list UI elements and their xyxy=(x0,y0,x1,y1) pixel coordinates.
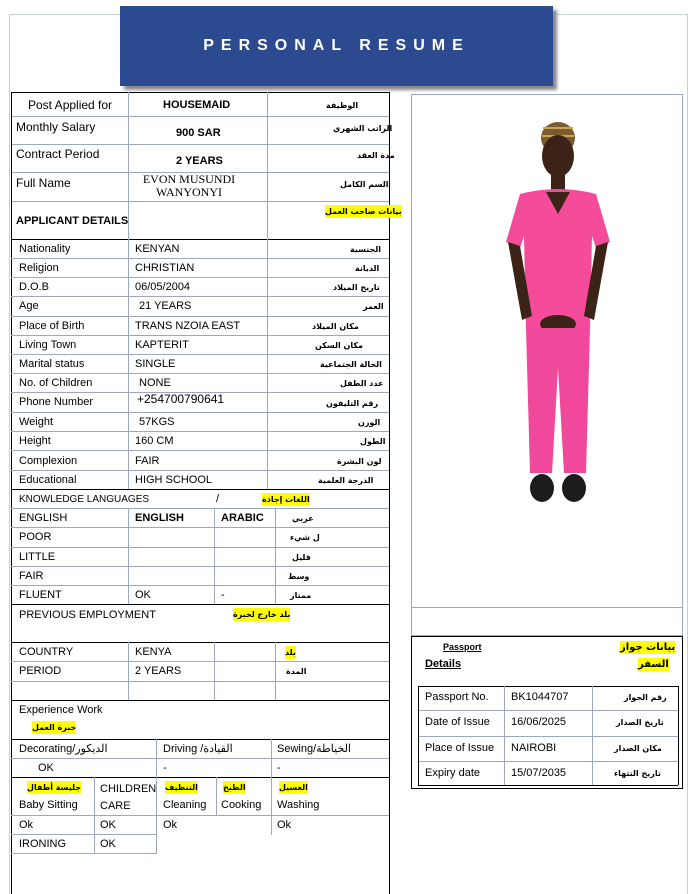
dob-label-ar: تاريخ الميلاد xyxy=(333,283,380,292)
height-value: 160 CM xyxy=(135,435,174,447)
expiry-label-ar: تاريخ النتهاء xyxy=(614,769,661,778)
decorating-value: OK xyxy=(38,762,54,774)
education-value: HIGH SCHOOL xyxy=(135,474,213,486)
babysitting-value: Ok xyxy=(19,819,34,831)
lang-fluent-label-ar: ممتاز xyxy=(290,591,312,600)
complexion-label: Complexion xyxy=(19,455,78,467)
employment-title-ar: بلد خارج لخبرة xyxy=(233,610,291,619)
lang-fair-label: FAIR xyxy=(19,570,44,582)
lang-fair-label-ar: وسط xyxy=(288,572,310,581)
driving-value: - xyxy=(163,762,167,774)
passport-title-ar-1: بيانات جواز xyxy=(620,642,676,653)
languages-title-ar: اللغات إجادة xyxy=(262,495,310,504)
issue-place-label: Place of Issue xyxy=(425,742,495,754)
dob-label: D.O.B xyxy=(19,281,49,293)
lang-head-english: ENGLISH xyxy=(135,512,184,524)
lang-head-arabic: ARABIC xyxy=(221,512,264,524)
fullname-value: EVON MUSUNDI WANYONYI xyxy=(142,172,236,199)
cleaning-value: Ok xyxy=(163,819,178,831)
childcare-value: OK xyxy=(100,819,116,831)
children-label-ar: عدد الطفل xyxy=(340,379,384,388)
education-label: Educational xyxy=(19,474,77,486)
lang-head-en: ENGLISH xyxy=(19,512,68,524)
lang-fluent-label: FLUENT xyxy=(19,589,62,601)
issue-date-label-ar: تاريخ الصدار xyxy=(616,718,664,727)
passport-no-label: Passport No. xyxy=(425,691,489,703)
passport-title-2: Details xyxy=(425,658,462,670)
lang-fluent-english: OK xyxy=(135,589,151,601)
languages-title: KNOWLEDGE LANGUAGES xyxy=(19,494,150,505)
issue-place-label-ar: مكان الصدار xyxy=(614,744,662,753)
contract-label: Contract Period xyxy=(16,147,100,161)
nationality-label-ar: الجنسية xyxy=(350,245,382,254)
complexion-label-ar: لون البشرة xyxy=(337,457,382,466)
birthplace-value: TRANS NZOIA EAST xyxy=(135,320,241,332)
passport-no-value: BK1044707 xyxy=(511,691,569,703)
education-label-ar: الدرجة العلمية xyxy=(318,476,374,485)
weight-label: Weight xyxy=(19,416,54,428)
marital-label-ar: الحالة الجتماعية xyxy=(320,360,382,369)
religion-value: CHRISTIAN xyxy=(135,262,195,274)
applicant-details-label-ar: بيانات صاحب العمل xyxy=(325,207,402,216)
children-label: No. of Children xyxy=(19,377,93,389)
issue-date-value: 16/06/2025 xyxy=(511,716,567,728)
passport-title-1: Passport xyxy=(443,642,482,652)
experience-title: Experience Work xyxy=(19,704,103,716)
contract-label-ar: مدة العقد xyxy=(357,151,395,160)
lang-little-label: LITTLE xyxy=(19,551,56,563)
expiry-label: Expiry date xyxy=(425,767,481,779)
weight-value: 57KGS xyxy=(139,416,175,428)
post-label-ar: الوظيفة xyxy=(326,101,359,110)
post-value: HOUSEMAID xyxy=(163,99,231,111)
cleaning-label-ar: التنظيف xyxy=(165,783,198,792)
complexion-value: FAIR xyxy=(135,455,160,467)
cooking-label: Cooking xyxy=(221,799,262,811)
period-label-ar: المدة xyxy=(286,667,307,676)
lang-little-label-ar: قليل xyxy=(292,553,311,562)
sewing-value: - xyxy=(277,762,281,774)
applicant-details-label: APPLICANT DETAILS xyxy=(16,215,129,227)
birthplace-label: Place of Birth xyxy=(19,320,85,332)
religion-label-ar: الديانة xyxy=(355,264,380,273)
contract-value: 2 YEARS xyxy=(176,155,223,167)
babysitting-label-ar: جليسة أطفال xyxy=(27,783,82,792)
decorating-label: Decorating/الديكور xyxy=(19,743,108,755)
religion-label: Religion xyxy=(19,262,59,274)
washing-label: Washing xyxy=(277,799,320,811)
age-label: Age xyxy=(19,300,39,312)
fullname-label: Full Name xyxy=(16,176,71,190)
title-banner xyxy=(120,6,553,86)
birthplace-label-ar: مكان الميلاد xyxy=(312,322,359,331)
living-town-value: KAPTERIT xyxy=(135,339,189,351)
children-value: NONE xyxy=(139,377,171,389)
marital-label: Marital status xyxy=(19,358,85,370)
fullname-label-ar: السم الكامل xyxy=(340,180,389,189)
cooking-label-ar: الطبخ xyxy=(223,783,246,792)
living-town-label: Living Town xyxy=(19,339,77,351)
passport-frame xyxy=(411,608,683,636)
childcare-label: CHILDREN CARE xyxy=(100,783,157,812)
driving-label: Driving /القيادة xyxy=(163,743,233,755)
languages-separator: / xyxy=(216,493,220,505)
lang-poor-label-ar: ل شيء xyxy=(290,533,320,542)
marital-value: SINGLE xyxy=(135,358,176,370)
living-town-label-ar: مكان السكن xyxy=(315,341,363,350)
applicant-photo xyxy=(480,118,620,508)
issue-date-label: Date of Issue xyxy=(425,716,490,728)
country-value: KENYA xyxy=(135,646,172,658)
height-label: Height xyxy=(19,435,51,447)
passport-no-label-ar: رقم الجواز xyxy=(624,693,667,702)
lang-fluent-arabic: - xyxy=(221,589,225,601)
page-title: PERSONAL RESUME xyxy=(203,37,470,54)
post-label: Post Applied for xyxy=(28,98,113,112)
salary-label: Monthly Salary xyxy=(16,120,96,134)
phone-label: Phone Number xyxy=(19,396,93,408)
age-label-ar: العمر xyxy=(363,302,384,311)
weight-label-ar: الوزن xyxy=(358,418,381,427)
babysitting-label: Baby Sitting xyxy=(19,799,78,811)
age-value: 21 YEARS xyxy=(139,300,192,312)
phone-label-ar: رقم التليفون xyxy=(326,399,379,408)
ironing-value: OK xyxy=(100,838,116,850)
country-label-ar: بلد xyxy=(285,648,296,657)
salary-label-ar: الراتب الشهري xyxy=(333,124,393,133)
washing-value: Ok xyxy=(277,819,292,831)
nationality-value: KENYAN xyxy=(135,243,180,255)
nationality-label: Nationality xyxy=(19,243,71,255)
cleaning-label: Cleaning xyxy=(163,799,207,811)
period-label: PERIOD xyxy=(19,665,62,677)
dob-value: 06/05/2004 xyxy=(135,281,191,293)
lang-head-ar: عربي xyxy=(292,514,314,523)
country-label: COUNTRY xyxy=(19,646,74,658)
expiry-value: 15/07/2035 xyxy=(511,767,567,779)
ironing-label: IRONING xyxy=(19,838,67,850)
passport-title-ar-2: السفر xyxy=(638,659,669,670)
employment-title: PREVIOUS EMPLOYMENT xyxy=(19,609,156,621)
issue-place-value: NAIROBI xyxy=(511,742,557,754)
period-value: 2 YEARS xyxy=(135,665,182,677)
lang-poor-label: POOR xyxy=(19,531,52,543)
phone-value: +254700790641 xyxy=(137,392,225,406)
washing-label-ar: الغسيل xyxy=(279,783,308,792)
salary-value: 900 SAR xyxy=(176,127,221,139)
sewing-label: Sewing/الخياطة xyxy=(277,743,351,755)
height-label-ar: الطول xyxy=(360,437,386,446)
experience-title-ar: خبرة العمل xyxy=(32,723,77,732)
